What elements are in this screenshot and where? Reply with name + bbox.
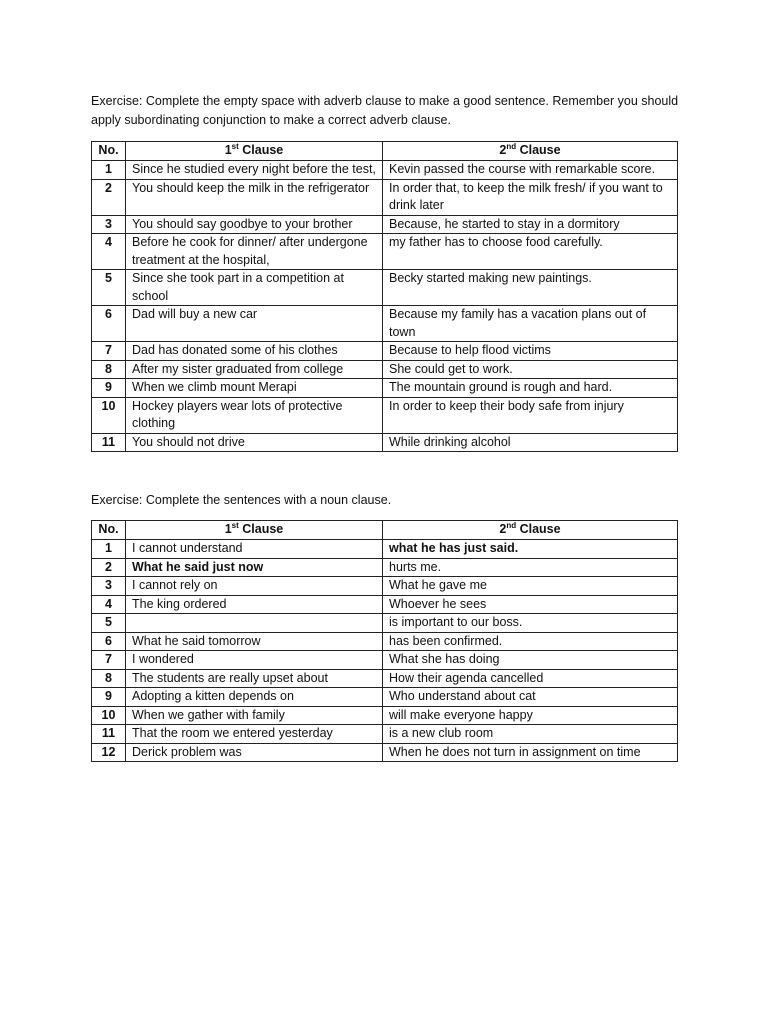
table-row: [92, 397, 678, 433]
row-number: 12: [92, 743, 126, 762]
header-clause-1: 1st Clause: [126, 521, 383, 540]
clause-1-cell: After my sister graduated from college: [126, 360, 383, 379]
table-row: [92, 614, 678, 633]
clause-1-cell: Since she took part in a competition at school: [126, 270, 383, 306]
row-number: 4: [92, 234, 126, 270]
noun-clause-table: [91, 520, 678, 762]
clause-1-cell: When we climb mount Merapi: [126, 379, 383, 398]
row-number: 3: [92, 215, 126, 234]
header-no: No.: [92, 521, 126, 540]
clause-2-cell: Because, he started to stay in a dormitory: [383, 215, 678, 234]
exercise-1-instruction: Exercise: Complete the empty space with adverb clause to make a good sentence. Remember you should apply subordinating conjunction to make a correct adverb clause.: [91, 94, 679, 127]
clause-1-cell: I cannot rely on: [126, 577, 383, 596]
table-row: [92, 595, 678, 614]
table-row: [92, 743, 678, 762]
clause-1-cell: Adopting a kitten depends on: [126, 688, 383, 707]
table-row: [92, 725, 678, 744]
row-number: 9: [92, 688, 126, 707]
table-row: [92, 558, 678, 577]
clause-2-cell: How their agenda cancelled: [383, 669, 678, 688]
row-number: 11: [92, 433, 126, 452]
row-number: 2: [92, 179, 126, 215]
row-number: 8: [92, 360, 126, 379]
header-no: No.: [92, 142, 126, 161]
row-number: 6: [92, 632, 126, 651]
clause-2-cell: has been confirmed.: [383, 632, 678, 651]
clause-2-cell: Because my family has a vacation plans out of town: [383, 306, 678, 342]
row-number: 3: [92, 577, 126, 596]
row-number: 1: [92, 540, 126, 559]
clause-2-cell: will make everyone happy: [383, 706, 678, 725]
row-number: 8: [92, 669, 126, 688]
table-row: [92, 651, 678, 670]
clause-1-cell: The king ordered: [126, 595, 383, 614]
row-number: 7: [92, 342, 126, 361]
clause-2-cell: Who understand about cat: [383, 688, 678, 707]
table-row: [92, 669, 678, 688]
clause-2-cell: What he gave me: [383, 577, 678, 596]
row-number: 9: [92, 379, 126, 398]
clause-2-cell: When he does not turn in assignment on time: [383, 743, 678, 762]
table-row: [92, 179, 678, 215]
clause-2-cell: Kevin passed the course with remarkable score.: [383, 161, 678, 180]
clause-2-cell: What she has doing: [383, 651, 678, 670]
clause-1-cell: You should say goodbye to your brother: [126, 215, 383, 234]
clause-1-cell: I cannot understand: [126, 540, 383, 559]
clause-2-cell: what he has just said.: [383, 540, 678, 559]
clause-2-cell: While drinking alcohol: [383, 433, 678, 452]
clause-1-cell: You should not drive: [126, 433, 383, 452]
table-row: [92, 360, 678, 379]
row-number: 11: [92, 725, 126, 744]
header-clause-2: 2nd Clause: [383, 521, 678, 540]
clause-2-cell: Whoever he sees: [383, 595, 678, 614]
table-row: [92, 706, 678, 725]
table-row: [92, 215, 678, 234]
row-number: 10: [92, 397, 126, 433]
clause-2-cell: my father has to choose food carefully.: [383, 234, 678, 270]
clause-1-cell: I wondered: [126, 651, 383, 670]
clause-1-cell: Hockey players wear lots of protective clothing: [126, 397, 383, 433]
clause-1-cell: What he said tomorrow: [126, 632, 383, 651]
clause-2-cell: In order that, to keep the milk fresh/ if you want to drink later: [383, 179, 678, 215]
row-number: 7: [92, 651, 126, 670]
table-row: [92, 577, 678, 596]
clause-2-cell: In order to keep their body safe from injury: [383, 397, 678, 433]
table-row: [92, 306, 678, 342]
row-number: 5: [92, 614, 126, 633]
clause-2-cell: is a new club room: [383, 725, 678, 744]
clause-1-cell: The students are really upset about: [126, 669, 383, 688]
adverb-clause-table: [91, 141, 678, 452]
table-row: [92, 433, 678, 452]
table-row: [92, 379, 678, 398]
clause-2-cell: The mountain ground is rough and hard.: [383, 379, 678, 398]
table-row: [92, 234, 678, 270]
clause-2-cell: Becky started making new paintings.: [383, 270, 678, 306]
table-row: [92, 161, 678, 180]
clause-1-cell: Dad will buy a new car: [126, 306, 383, 342]
row-number: 10: [92, 706, 126, 725]
header-clause-2: 2nd Clause: [383, 142, 678, 161]
header-clause-1: 1st Clause: [126, 142, 383, 161]
clause-1-cell: Before he cook for dinner/ after undergone treatment at the hospital,: [126, 234, 383, 270]
table-row: [92, 540, 678, 559]
row-number: 5: [92, 270, 126, 306]
row-number: 1: [92, 161, 126, 180]
row-number: 4: [92, 595, 126, 614]
table-row: [92, 632, 678, 651]
exercise-2-instruction: Exercise: Complete the sentences with a noun clause.: [91, 493, 392, 507]
clause-1-cell: What he said just now: [126, 558, 383, 577]
clause-1-cell: Dad has donated some of his clothes: [126, 342, 383, 361]
clause-1-cell: Derick problem was: [126, 743, 383, 762]
clause-2-cell: She could get to work.: [383, 360, 678, 379]
clause-1-cell: You should keep the milk in the refrigerator: [126, 179, 383, 215]
clause-2-cell: hurts me.: [383, 558, 678, 577]
row-number: 6: [92, 306, 126, 342]
table-header-row: [92, 142, 678, 161]
table-header-row: [92, 521, 678, 540]
clause-2-cell: Because to help flood victims: [383, 342, 678, 361]
clause-1-cell: That the room we entered yesterday: [126, 725, 383, 744]
table-row: [92, 688, 678, 707]
clause-1-cell: When we gather with family: [126, 706, 383, 725]
clause-1-cell: [126, 614, 383, 633]
clause-2-cell: is important to our boss.: [383, 614, 678, 633]
table-row: [92, 270, 678, 306]
table-row: [92, 342, 678, 361]
row-number: 2: [92, 558, 126, 577]
clause-1-cell: Since he studied every night before the test,: [126, 161, 383, 180]
